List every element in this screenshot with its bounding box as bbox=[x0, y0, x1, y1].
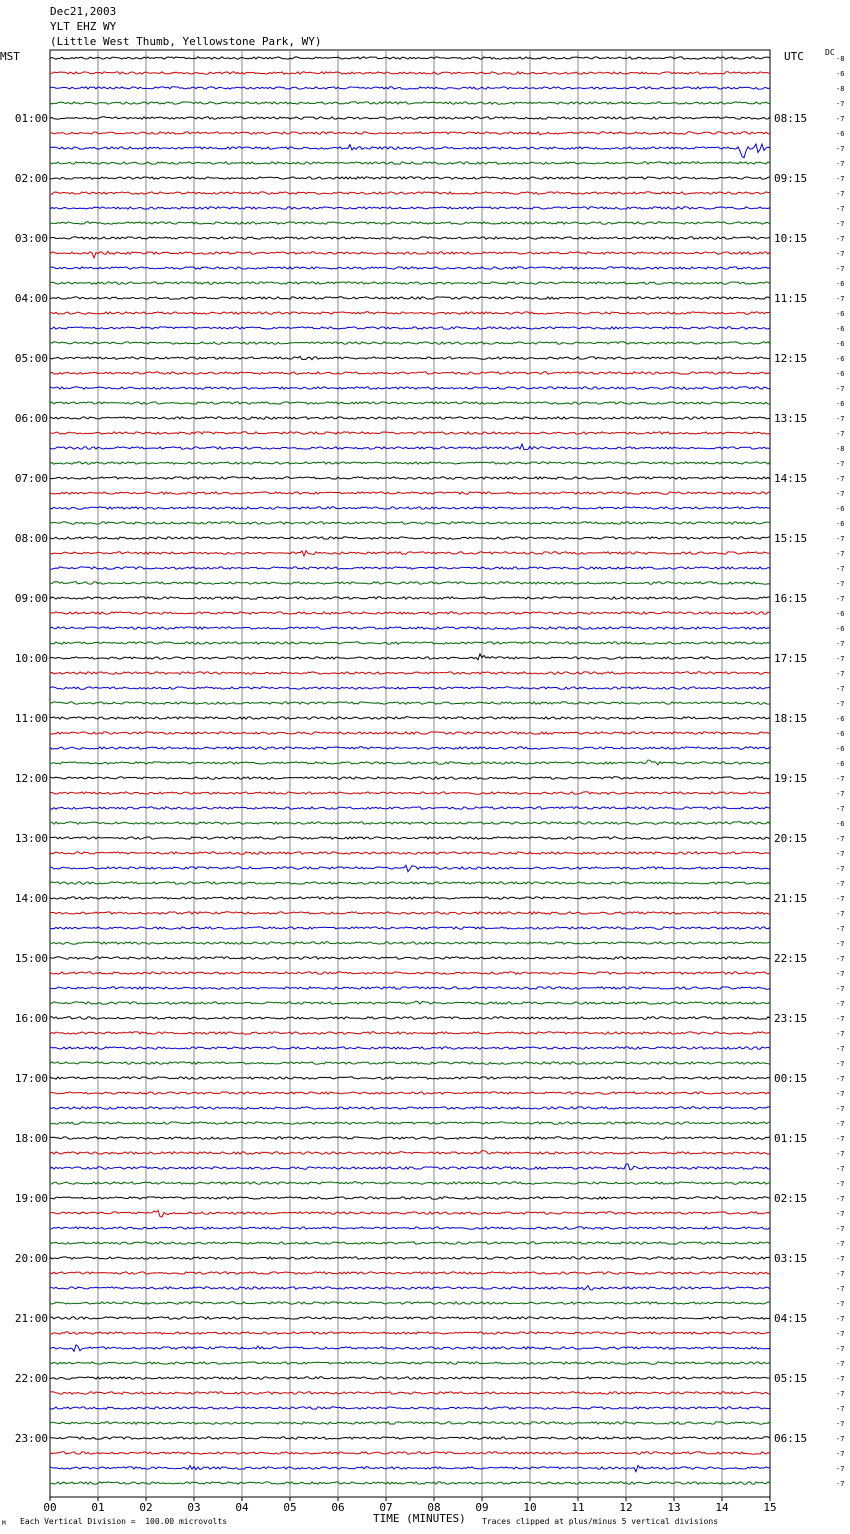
seismic-trace bbox=[50, 72, 770, 74]
seismic-trace bbox=[50, 1317, 770, 1319]
x-tick-label: 14 bbox=[715, 1501, 729, 1514]
station-code: YLT EHZ WY bbox=[50, 20, 117, 33]
seismic-trace bbox=[50, 222, 770, 224]
dc-offset-value: -7 bbox=[836, 1345, 845, 1353]
seismic-trace bbox=[50, 1047, 770, 1049]
seismic-trace bbox=[50, 432, 770, 434]
dc-offset-value: -7 bbox=[836, 1180, 845, 1188]
seismic-trace bbox=[50, 1227, 770, 1229]
seismic-trace bbox=[50, 942, 770, 944]
seismic-trace bbox=[50, 1362, 770, 1364]
dc-offset-value: -7 bbox=[836, 1195, 845, 1203]
x-tick-label: 02 bbox=[139, 1501, 153, 1514]
seismic-trace bbox=[50, 702, 770, 704]
dc-offset-value: -7 bbox=[836, 775, 845, 783]
dc-offset-value: -7 bbox=[836, 700, 845, 708]
dc-offset-value: -7 bbox=[836, 1450, 845, 1458]
dc-offset-value: -7 bbox=[836, 655, 845, 663]
dc-offset-value: -7 bbox=[836, 265, 845, 273]
right-hour-label: 23:15 bbox=[774, 1012, 808, 1025]
seismic-trace bbox=[50, 356, 770, 359]
dc-offset-value: -6 bbox=[836, 355, 845, 363]
right-hour-label: 18:15 bbox=[774, 712, 808, 725]
x-tick-label: 05 bbox=[283, 1501, 297, 1514]
dc-offset-header: DC bbox=[825, 48, 835, 57]
x-tick-label: 07 bbox=[379, 1501, 393, 1514]
dc-offset-value: -7 bbox=[836, 985, 845, 993]
dc-offset-value: -7 bbox=[836, 415, 845, 423]
dc-offset-value: -7 bbox=[836, 1390, 845, 1398]
right-hour-label: 17:15 bbox=[774, 652, 808, 665]
dc-offset-value: -7 bbox=[836, 640, 845, 648]
seismic-trace bbox=[50, 342, 770, 344]
seismic-trace bbox=[50, 312, 770, 314]
dc-offset-value: -7 bbox=[836, 1135, 845, 1143]
dc-offset-value: -7 bbox=[836, 1360, 845, 1368]
dc-offset-value: -7 bbox=[836, 1000, 845, 1008]
dc-offset-value: -7 bbox=[836, 1090, 845, 1098]
right-hour-label: 09:15 bbox=[774, 172, 808, 185]
dc-offset-value: -7 bbox=[836, 1030, 845, 1038]
dc-offset-value: -7 bbox=[836, 805, 845, 813]
left-hour-label: 13:00 bbox=[14, 832, 48, 845]
dc-offset-value: -7 bbox=[836, 160, 845, 168]
right-hour-label: 04:15 bbox=[774, 1312, 808, 1325]
dc-offset-value: -7 bbox=[836, 955, 845, 963]
dc-offset-value: -7 bbox=[836, 1270, 845, 1278]
left-timezone-label: MST bbox=[0, 50, 20, 63]
seismic-trace bbox=[50, 282, 770, 284]
seismic-trace bbox=[50, 251, 770, 258]
x-tick-label: 04 bbox=[235, 1501, 249, 1514]
dc-offset-value: -6 bbox=[836, 310, 845, 318]
left-hour-label: 08:00 bbox=[14, 532, 48, 545]
dc-offset-value: -7 bbox=[836, 535, 845, 543]
x-tick-label: 06 bbox=[331, 1501, 345, 1514]
seismic-trace bbox=[50, 444, 770, 450]
seismic-trace bbox=[50, 1210, 770, 1217]
seismic-trace bbox=[50, 1017, 770, 1019]
dc-offset-value: -7 bbox=[836, 1375, 845, 1383]
x-tick-label: 11 bbox=[571, 1501, 585, 1514]
dc-offset-value: -6 bbox=[836, 760, 845, 768]
dc-offset-value: -6 bbox=[836, 730, 845, 738]
dc-offset-value: -8 bbox=[836, 445, 845, 453]
dc-offset-value: -7 bbox=[836, 670, 845, 678]
seismic-trace bbox=[50, 551, 770, 556]
dc-offset-value: -6 bbox=[836, 505, 845, 513]
dc-offset-value: -7 bbox=[836, 385, 845, 393]
dc-offset-value: -6 bbox=[836, 610, 845, 618]
seismic-trace bbox=[50, 777, 770, 779]
dc-offset-value: -7 bbox=[836, 1225, 845, 1233]
dc-offset-value: -7 bbox=[836, 1210, 845, 1218]
clip-note: Traces clipped at plus/minus 5 vertical divisions bbox=[482, 1517, 719, 1526]
seismic-trace bbox=[50, 852, 770, 854]
x-tick-label: 08 bbox=[427, 1501, 441, 1514]
seismic-trace bbox=[50, 1077, 770, 1079]
dc-offset-value: -8 bbox=[836, 85, 845, 93]
dc-offset-value: -7 bbox=[836, 460, 845, 468]
seismic-trace bbox=[50, 1345, 770, 1351]
seismic-trace bbox=[50, 132, 770, 135]
dc-offset-value: -7 bbox=[836, 910, 845, 918]
dc-offset-value: -6 bbox=[836, 340, 845, 348]
seismic-trace bbox=[50, 1272, 770, 1274]
dc-offset-value: -7 bbox=[836, 475, 845, 483]
left-hour-label: 16:00 bbox=[14, 1012, 48, 1025]
right-hour-label: 08:15 bbox=[774, 112, 808, 125]
seismic-trace bbox=[50, 117, 770, 119]
dc-offset-value: -7 bbox=[836, 685, 845, 693]
left-hour-label: 01:00 bbox=[14, 112, 48, 125]
plot-date: Dec21,2003 bbox=[50, 5, 117, 18]
dc-offset-value: -7 bbox=[836, 865, 845, 873]
seismic-trace bbox=[50, 144, 770, 158]
dc-offset-value: -7 bbox=[836, 1045, 845, 1053]
right-hour-label: 01:15 bbox=[774, 1132, 808, 1145]
right-hour-label: 14:15 bbox=[774, 472, 808, 485]
seismic-trace bbox=[50, 1257, 770, 1259]
left-hour-label: 21:00 bbox=[14, 1312, 48, 1325]
seismic-trace bbox=[50, 1197, 770, 1199]
x-tick-label: 13 bbox=[667, 1501, 681, 1514]
dc-offset-value: -7 bbox=[836, 1105, 845, 1113]
seismic-trace bbox=[50, 267, 770, 269]
seismic-trace bbox=[50, 654, 770, 660]
seismic-trace bbox=[50, 1437, 770, 1439]
dc-offset-value: -7 bbox=[836, 790, 845, 798]
seismic-trace bbox=[50, 957, 770, 959]
dc-offset-value: -7 bbox=[836, 565, 845, 573]
seismic-trace bbox=[50, 687, 770, 689]
right-hour-label: 03:15 bbox=[774, 1252, 808, 1265]
dc-offset-value: -7 bbox=[836, 1480, 845, 1488]
x-tick-label: 12 bbox=[619, 1501, 633, 1514]
dc-offset-value: -7 bbox=[836, 880, 845, 888]
left-hour-label: 02:00 bbox=[14, 172, 48, 185]
seismic-trace bbox=[50, 1482, 770, 1484]
left-hour-label: 23:00 bbox=[14, 1432, 48, 1445]
left-hour-label: 09:00 bbox=[14, 592, 48, 605]
seismic-trace bbox=[50, 162, 770, 164]
seismic-trace bbox=[50, 567, 770, 569]
right-hour-label: 19:15 bbox=[774, 772, 808, 785]
seismic-trace bbox=[50, 1286, 770, 1291]
seismic-trace bbox=[50, 207, 770, 209]
seismic-trace bbox=[50, 237, 770, 239]
left-hour-label: 15:00 bbox=[14, 952, 48, 965]
seismic-trace bbox=[50, 1392, 770, 1394]
dc-offset-value: -7 bbox=[836, 595, 845, 603]
dc-offset-value: -7 bbox=[836, 1075, 845, 1083]
seismic-trace bbox=[50, 1137, 770, 1139]
seismic-trace bbox=[50, 102, 770, 104]
seismic-trace bbox=[50, 1032, 770, 1034]
seismic-trace bbox=[50, 297, 770, 299]
dc-offset-value: -7 bbox=[836, 145, 845, 153]
dc-offset-value: -7 bbox=[836, 430, 845, 438]
seismic-trace bbox=[50, 1466, 770, 1472]
dc-offset-value: -7 bbox=[836, 1330, 845, 1338]
dc-offset-value: -7 bbox=[836, 835, 845, 843]
dc-offset-value: -7 bbox=[836, 1120, 845, 1128]
seismic-trace bbox=[50, 1332, 770, 1334]
dc-offset-value: -7 bbox=[836, 190, 845, 198]
seismic-trace bbox=[50, 1107, 770, 1109]
right-hour-label: 12:15 bbox=[774, 352, 808, 365]
dc-offset-value: -7 bbox=[836, 175, 845, 183]
dc-offset-value: -7 bbox=[836, 1405, 845, 1413]
dc-offset-value: -7 bbox=[836, 1150, 845, 1158]
dc-offset-value: -6 bbox=[836, 820, 845, 828]
dc-offset-value: -7 bbox=[836, 925, 845, 933]
right-hour-label: 10:15 bbox=[774, 232, 808, 245]
seismic-trace bbox=[50, 1001, 770, 1004]
dc-offset-value: -7 bbox=[836, 1240, 845, 1248]
dc-offset-value: -6 bbox=[836, 370, 845, 378]
seismic-trace bbox=[50, 627, 770, 629]
corner-mark: M bbox=[2, 1520, 6, 1527]
seismic-trace bbox=[50, 612, 770, 614]
seismic-trace bbox=[50, 1302, 770, 1304]
seismic-trace bbox=[50, 462, 770, 464]
seismic-trace bbox=[50, 1164, 770, 1170]
dc-offset-value: -7 bbox=[836, 115, 845, 123]
right-hour-label: 11:15 bbox=[774, 292, 808, 305]
seismic-trace bbox=[50, 1407, 770, 1409]
right-hour-label: 00:15 bbox=[774, 1072, 808, 1085]
seismic-trace bbox=[50, 912, 770, 914]
left-hour-label: 05:00 bbox=[14, 352, 48, 365]
seismic-trace bbox=[50, 582, 770, 584]
left-hour-label: 11:00 bbox=[14, 712, 48, 725]
seismic-trace bbox=[50, 882, 770, 884]
right-hour-label: 22:15 bbox=[774, 952, 808, 965]
seismic-trace bbox=[50, 537, 770, 539]
seismic-trace bbox=[50, 732, 770, 734]
seismic-trace bbox=[50, 717, 770, 719]
left-hour-label: 06:00 bbox=[14, 412, 48, 425]
seismic-trace bbox=[50, 865, 770, 871]
right-hour-label: 05:15 bbox=[774, 1372, 808, 1385]
seismic-trace bbox=[50, 597, 770, 599]
dc-offset-value: -7 bbox=[836, 970, 845, 978]
dc-offset-value: -7 bbox=[836, 1420, 845, 1428]
seismic-trace bbox=[50, 642, 770, 644]
dc-offset-value: -7 bbox=[836, 1300, 845, 1308]
seismic-trace bbox=[50, 672, 770, 674]
dc-offset-value: -6 bbox=[836, 520, 845, 528]
seismic-trace bbox=[50, 507, 770, 509]
dc-offset-value: -6 bbox=[836, 70, 845, 78]
scale-note: Each Vertical Division = 100.00 microvolts bbox=[20, 1517, 228, 1526]
dc-offset-value: -7 bbox=[836, 250, 845, 258]
left-hour-label: 04:00 bbox=[14, 292, 48, 305]
seismic-trace bbox=[50, 837, 770, 839]
seismic-trace bbox=[50, 402, 770, 404]
seismic-trace bbox=[50, 1062, 770, 1064]
seismic-trace bbox=[50, 477, 770, 479]
left-hour-label: 14:00 bbox=[14, 892, 48, 905]
x-tick-label: 03 bbox=[187, 1501, 201, 1514]
seismic-trace bbox=[50, 87, 770, 89]
seismic-trace bbox=[50, 522, 770, 524]
seismic-trace bbox=[50, 822, 770, 824]
right-hour-label: 20:15 bbox=[774, 832, 808, 845]
seismic-trace bbox=[50, 760, 770, 765]
left-hour-label: 19:00 bbox=[14, 1192, 48, 1205]
right-hour-label: 16:15 bbox=[774, 592, 808, 605]
dc-offset-value: -7 bbox=[836, 1165, 845, 1173]
station-location: (Little West Thumb, Yellowstone Park, WY) bbox=[50, 35, 322, 48]
x-tick-label: 10 bbox=[523, 1501, 537, 1514]
dc-offset-value: -7 bbox=[836, 580, 845, 588]
seismic-trace bbox=[50, 192, 770, 194]
seismic-trace bbox=[50, 1122, 770, 1124]
seismic-trace bbox=[50, 492, 770, 494]
dc-offset-value: -6 bbox=[836, 745, 845, 753]
right-hour-label: 15:15 bbox=[774, 532, 808, 545]
right-hour-label: 02:15 bbox=[774, 1192, 808, 1205]
seismic-trace bbox=[50, 1092, 770, 1094]
seismic-trace bbox=[50, 807, 770, 809]
left-hour-label: 10:00 bbox=[14, 652, 48, 665]
left-hour-label: 17:00 bbox=[14, 1072, 48, 1085]
x-tick-label: 15 bbox=[763, 1501, 777, 1514]
dc-offset-value: -7 bbox=[836, 1255, 845, 1263]
dc-offset-value: -6 bbox=[836, 325, 845, 333]
seismic-trace bbox=[50, 327, 770, 329]
dc-offset-value: -7 bbox=[836, 235, 845, 243]
seismic-trace bbox=[50, 897, 770, 899]
dc-offset-value: -6 bbox=[836, 280, 845, 288]
left-hour-label: 18:00 bbox=[14, 1132, 48, 1145]
right-hour-label: 21:15 bbox=[774, 892, 808, 905]
dc-offset-value: -7 bbox=[836, 850, 845, 858]
dc-offset-value: -6 bbox=[836, 400, 845, 408]
left-hour-label: 03:00 bbox=[14, 232, 48, 245]
seismic-trace bbox=[50, 177, 770, 179]
dc-offset-value: -7 bbox=[836, 295, 845, 303]
seismic-trace bbox=[50, 372, 770, 374]
seismic-trace bbox=[50, 792, 770, 794]
seismic-trace bbox=[50, 927, 770, 929]
left-hour-label: 07:00 bbox=[14, 472, 48, 485]
dc-offset-value: -7 bbox=[836, 220, 845, 228]
seismic-trace bbox=[50, 1377, 770, 1379]
seismic-trace bbox=[50, 1422, 770, 1424]
dc-offset-value: -7 bbox=[836, 1315, 845, 1323]
dc-offset-value: -6 bbox=[836, 130, 845, 138]
x-tick-label: 09 bbox=[475, 1501, 489, 1514]
x-tick-label: 00 bbox=[43, 1501, 57, 1514]
dc-offset-value: -7 bbox=[836, 1060, 845, 1068]
x-axis-title: TIME (MINUTES) bbox=[373, 1512, 466, 1525]
seismic-trace bbox=[50, 1151, 770, 1155]
dc-offset-value: -7 bbox=[836, 1435, 845, 1443]
seismic-trace bbox=[50, 987, 770, 989]
dc-offset-value: -7 bbox=[836, 550, 845, 558]
dc-offset-value: -6 bbox=[836, 625, 845, 633]
dc-offset-value: -7 bbox=[836, 895, 845, 903]
seismic-trace bbox=[50, 972, 770, 974]
seismic-trace bbox=[50, 1182, 770, 1184]
seismic-trace bbox=[50, 387, 770, 389]
left-hour-label: 20:00 bbox=[14, 1252, 48, 1265]
seismic-trace bbox=[50, 417, 770, 419]
right-hour-label: 06:15 bbox=[774, 1432, 808, 1445]
right-timezone-label: UTC bbox=[784, 50, 804, 63]
x-tick-label: 01 bbox=[91, 1501, 105, 1514]
seismic-trace bbox=[50, 747, 770, 749]
left-hour-label: 22:00 bbox=[14, 1372, 48, 1385]
dc-offset-value: -7 bbox=[836, 940, 845, 948]
dc-offset-value: -8 bbox=[836, 55, 845, 63]
seismic-trace bbox=[50, 1452, 770, 1454]
seismic-trace bbox=[50, 57, 770, 59]
seismic-trace bbox=[50, 1242, 770, 1244]
left-hour-label: 12:00 bbox=[14, 772, 48, 785]
right-hour-label: 13:15 bbox=[774, 412, 808, 425]
dc-offset-value: -7 bbox=[836, 1285, 845, 1293]
dc-offset-value: -7 bbox=[836, 100, 845, 108]
dc-offset-value: -7 bbox=[836, 1465, 845, 1473]
dc-offset-value: -7 bbox=[836, 490, 845, 498]
dc-offset-value: -7 bbox=[836, 1015, 845, 1023]
dc-offset-value: -6 bbox=[836, 715, 845, 723]
dc-offset-value: -7 bbox=[836, 205, 845, 213]
